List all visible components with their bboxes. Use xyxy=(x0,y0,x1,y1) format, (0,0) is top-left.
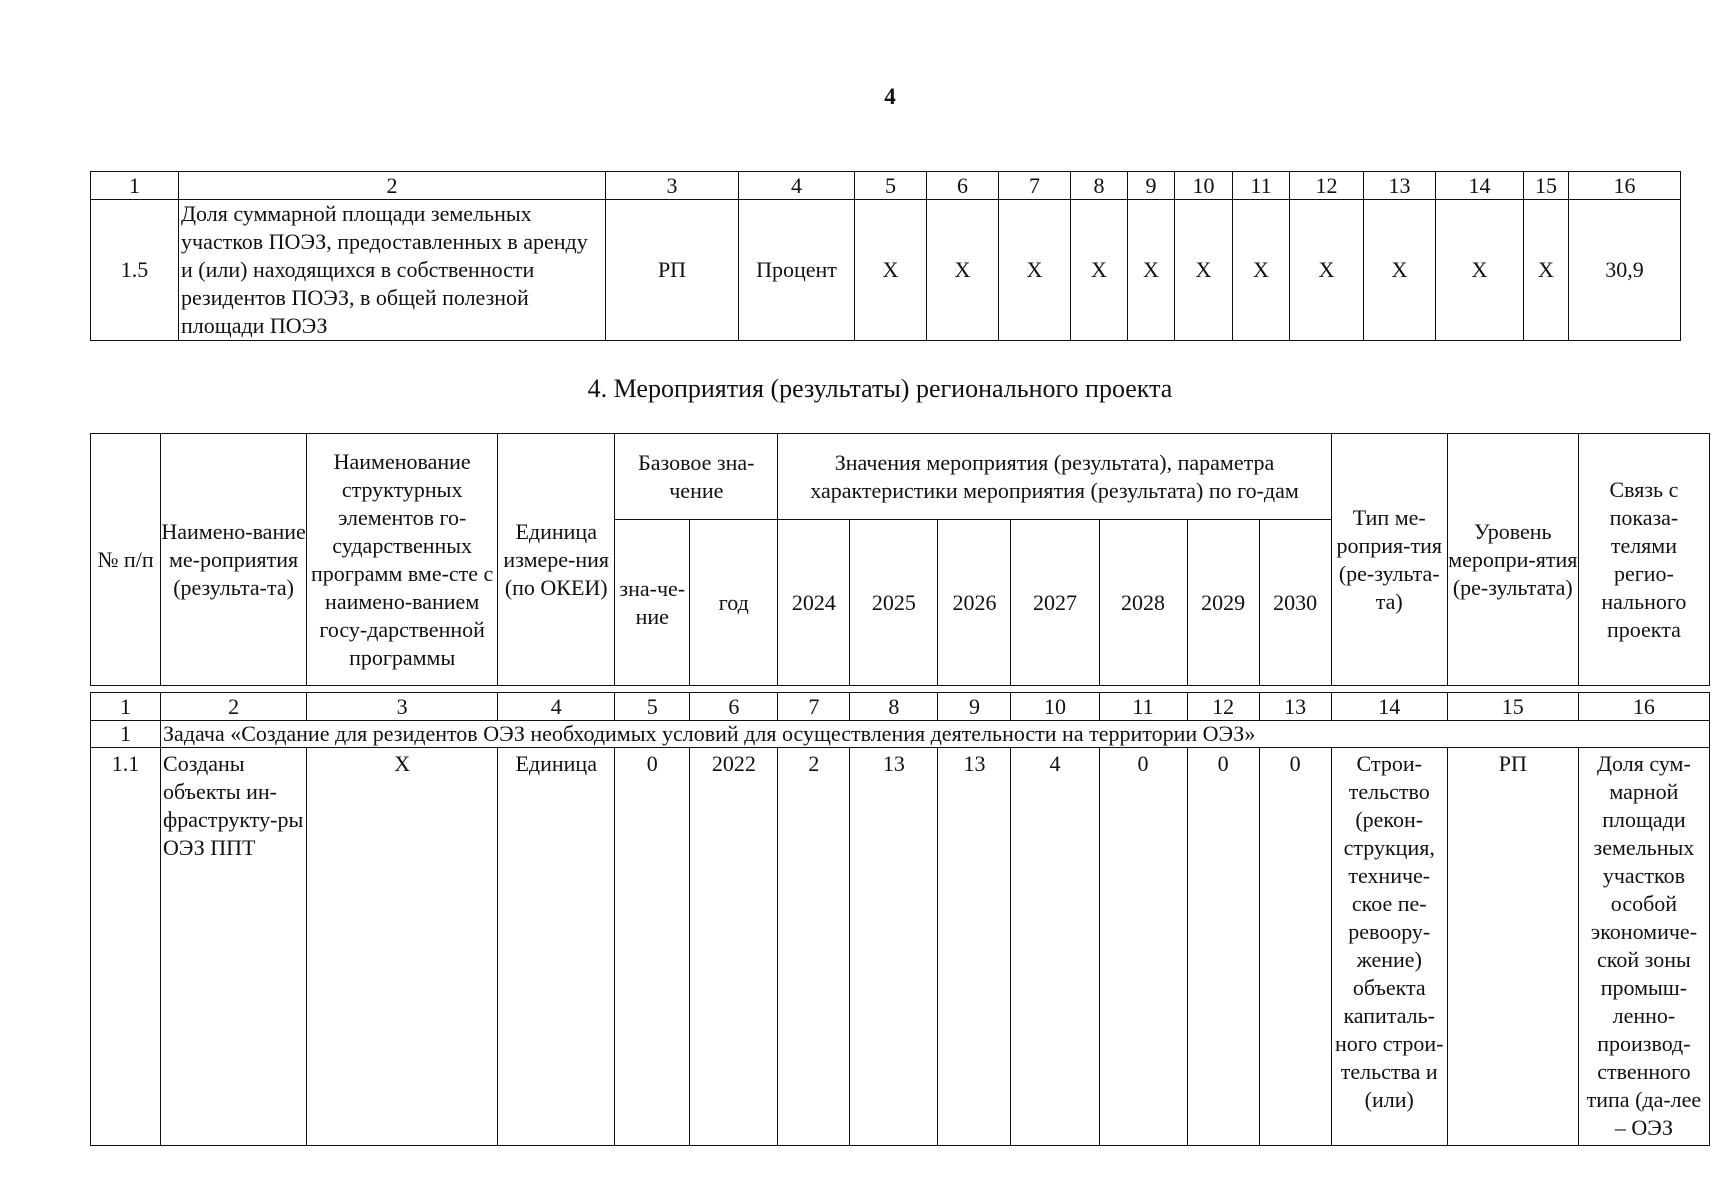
header-year: 2030 xyxy=(1259,520,1331,686)
indicator-level: РП xyxy=(606,200,739,341)
header-row xyxy=(91,434,1710,520)
header-activity-name: Наимено-вание ме-роприятия (результа-та) xyxy=(161,434,307,686)
activities-table xyxy=(90,433,1710,1146)
column-number-row xyxy=(91,693,1710,721)
cell-x: Х xyxy=(1233,200,1290,341)
column-number: 10 xyxy=(1175,172,1233,200)
year-value: 0 xyxy=(1259,748,1331,1146)
column-number: 3 xyxy=(307,693,498,721)
column-number: 13 xyxy=(1259,693,1331,721)
column-number-row xyxy=(91,172,1681,200)
column-number: 6 xyxy=(927,172,999,200)
header-year: 2028 xyxy=(1099,520,1187,686)
column-number: 4 xyxy=(498,693,615,721)
row-number: 1.5 xyxy=(91,200,179,341)
column-number: 7 xyxy=(999,172,1071,200)
column-number: 16 xyxy=(1569,172,1681,200)
column-number: 15 xyxy=(1447,693,1578,721)
header-structural-elements: Наименование структурных элементов го-сударственных программ вме-сте с наимено-ванием госу-дарственной программы xyxy=(307,434,498,686)
linked-indicator: Доля сум-марной площади земельных участков особой экономиче-ской зоны промыш-ленно-производ-ственного типа (да-лее – ОЭЗ xyxy=(1578,748,1709,1146)
cell-x: Х xyxy=(1175,200,1233,341)
activity-name: Созданы объекты ин-фраструкту-ры ОЭЗ ППТ xyxy=(161,748,307,1146)
column-number: 12 xyxy=(1187,693,1259,721)
base-year: 2022 xyxy=(690,748,778,1146)
header-activity-type: Тип ме-роприя-тия (ре-зульта-та) xyxy=(1331,434,1447,686)
column-number: 7 xyxy=(778,693,850,721)
cell-x: Х xyxy=(999,200,1071,341)
cell-x: Х xyxy=(927,200,999,341)
column-number: 5 xyxy=(615,693,690,721)
column-number: 16 xyxy=(1578,693,1709,721)
cell-x: Х xyxy=(1290,200,1364,341)
header-year: 2025 xyxy=(850,520,938,686)
column-number: 14 xyxy=(1436,172,1524,200)
column-number: 5 xyxy=(855,172,927,200)
column-number: 9 xyxy=(938,693,1011,721)
table-row xyxy=(91,200,1681,341)
structural-element: Х xyxy=(307,748,498,1146)
header-year: 2027 xyxy=(1011,520,1099,686)
cell-x: Х xyxy=(855,200,927,341)
page-number: 4 xyxy=(884,84,896,109)
indicators-table xyxy=(90,171,1681,341)
column-number: 8 xyxy=(1071,172,1128,200)
header-year: 2026 xyxy=(938,520,1011,686)
column-number: 1 xyxy=(91,172,179,200)
base-value: 0 xyxy=(615,748,690,1146)
header-base-value-value: зна-че-ние xyxy=(615,520,690,686)
spacer-row xyxy=(91,686,1710,693)
header-year: 2029 xyxy=(1187,520,1259,686)
task-number: 1 xyxy=(91,721,161,748)
year-value: 13 xyxy=(938,748,1011,1146)
column-number: 10 xyxy=(1011,693,1099,721)
column-number: 6 xyxy=(690,693,778,721)
header-base-value: Базовое зна-чение xyxy=(615,434,778,520)
activity-type: Строи-тельство (рекон-струкция, техниче-ское пе-ревоору-жение) объекта капиталь-ного строи-тельства и (или) xyxy=(1331,748,1447,1146)
header-link-to-indicators: Связь с показа-телями регио-нального проекта xyxy=(1578,434,1709,686)
table-row xyxy=(91,748,1710,1146)
column-number: 12 xyxy=(1290,172,1364,200)
column-number: 14 xyxy=(1331,693,1447,721)
year-value: 2 xyxy=(778,748,850,1146)
header-number: № п/п xyxy=(91,434,161,686)
activity-unit: Единица xyxy=(498,748,615,1146)
header-values-by-year: Значения мероприятия (результата), параметра характеристики мероприятия (результата) по го-дам xyxy=(778,434,1331,520)
header-year: 2024 xyxy=(778,520,850,686)
cell-x: Х xyxy=(1071,200,1128,341)
task-title: Задача «Создание для резидентов ОЭЗ необходимых условий для осуществления деятельности на территории ОЭЗ» xyxy=(161,721,1710,748)
year-value: 0 xyxy=(1099,748,1187,1146)
column-number: 11 xyxy=(1233,172,1290,200)
header-unit: Единица измере-ния (по ОКЕИ) xyxy=(498,434,615,686)
column-number: 13 xyxy=(1364,172,1436,200)
indicator-final-value: 30,9 xyxy=(1569,200,1681,341)
header-activity-level: Уровень меропри-ятия (ре-зультата) xyxy=(1447,434,1578,686)
column-number: 1 xyxy=(91,693,161,721)
header-base-value-year: год xyxy=(690,520,778,686)
row-number: 1.1 xyxy=(91,748,161,1146)
cell-x: Х xyxy=(1436,200,1524,341)
column-number: 11 xyxy=(1099,693,1187,721)
column-number: 8 xyxy=(850,693,938,721)
section-title: 4. Мероприятия (результаты) регионального проекта xyxy=(587,374,1173,403)
year-value: 4 xyxy=(1011,748,1099,1146)
year-value: 0 xyxy=(1187,748,1259,1146)
cell-x: Х xyxy=(1364,200,1436,341)
column-number: 4 xyxy=(739,172,855,200)
cell-x: Х xyxy=(1524,200,1569,341)
task-row xyxy=(91,721,1710,748)
column-number: 2 xyxy=(161,693,307,721)
cell-x: Х xyxy=(1128,200,1175,341)
indicator-unit: Процент xyxy=(739,200,855,341)
column-number: 9 xyxy=(1128,172,1175,200)
year-value: 13 xyxy=(850,748,938,1146)
indicator-name: Доля суммарной площади земельных участков ПОЭЗ, предоставленных в аренду и (или) находящихся в собственности резидентов ПОЭЗ, в общей полезной площади ПОЭЗ xyxy=(179,200,606,341)
activity-level: РП xyxy=(1447,748,1578,1146)
column-number: 15 xyxy=(1524,172,1569,200)
column-number: 3 xyxy=(606,172,739,200)
column-number: 2 xyxy=(179,172,606,200)
